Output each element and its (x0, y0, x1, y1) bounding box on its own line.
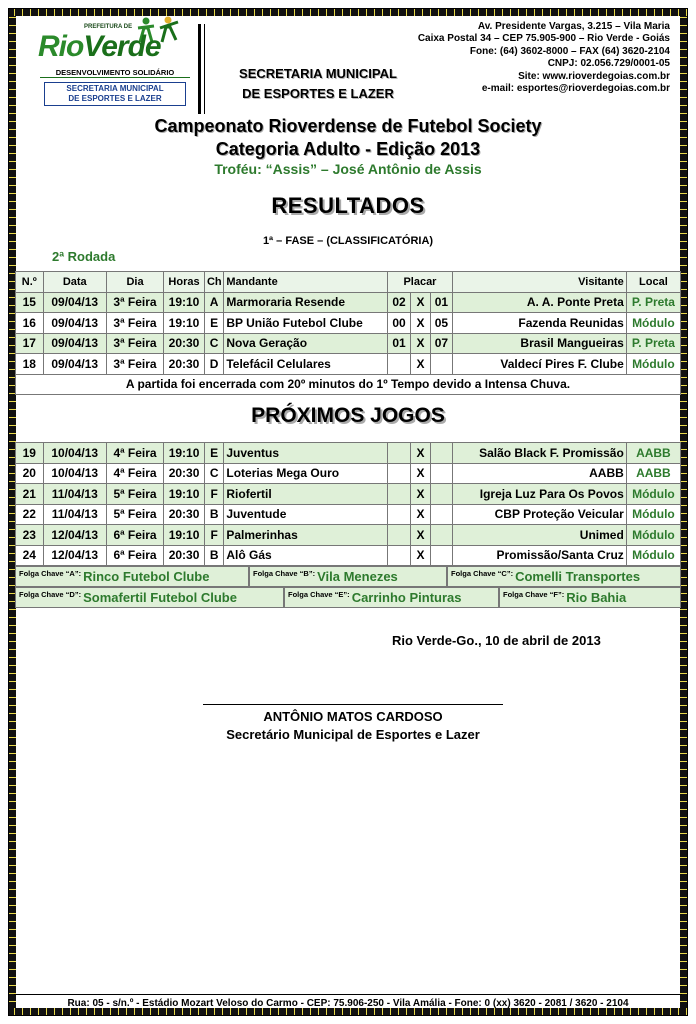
cell-x: X (411, 545, 430, 566)
folga-item (499, 587, 681, 608)
col-num: N.º (16, 272, 44, 293)
cell-goals-away (430, 443, 452, 464)
phase-label: 1ª – FASE – (CLASSIFICATÓRIA) (262, 235, 434, 247)
championship-title: Campeonato Rioverdense de Futebol Society (154, 116, 542, 136)
cell-x: X (411, 463, 430, 484)
table-row (16, 333, 681, 354)
col-placar: Placar (387, 272, 452, 293)
cell-num: 19 (16, 443, 44, 464)
cell-horas: 20:30 (164, 545, 205, 566)
header-divider-thin (204, 24, 205, 114)
round-label: 2ª Rodada (52, 249, 116, 264)
cell-dia: 4ª Feira (106, 443, 163, 464)
cell-horas: 20:30 (164, 504, 205, 525)
cell-data: 09/04/13 (43, 354, 106, 375)
table-row (16, 463, 681, 484)
folga-team: Carrinho Pinturas (351, 590, 462, 605)
cell-dia: 5ª Feira (106, 504, 163, 525)
cell-x: X (411, 292, 430, 313)
cell-data: 11/04/13 (43, 504, 106, 525)
cell-local: AABB (626, 463, 680, 484)
cell-goals-home (387, 545, 410, 566)
match-note: A partida foi encerrada com 20º minutos do 1º Tempo devido a Intensa Chuva. (16, 374, 681, 395)
cell-data: 09/04/13 (43, 292, 106, 313)
cell-goals-away: 01 (430, 292, 452, 313)
cell-ch: C (204, 333, 223, 354)
cell-visitante: Promissão/Santa Cruz (453, 545, 627, 566)
cell-goals-away (430, 525, 452, 546)
table-row (16, 443, 681, 464)
col-visitante: Visitante (453, 272, 627, 293)
cell-mandante: Telefácil Celulares (224, 354, 387, 375)
cell-local: Módulo (626, 484, 680, 505)
cell-visitante: Valdecí Pires F. Clube (453, 354, 627, 375)
trophy-title: Troféu: “Assis” – José Antônio de Assis (214, 161, 482, 177)
cell-goals-home: 00 (387, 313, 410, 334)
cell-visitante: Igreja Luz Para Os Povos (453, 484, 627, 505)
cell-local: Módulo (626, 313, 680, 334)
next-games-table (15, 442, 681, 566)
cell-x: X (411, 443, 430, 464)
cell-dia: 3ª Feira (106, 333, 163, 354)
folga-team: Rinco Futebol Clube (83, 569, 210, 584)
cell-num: 18 (16, 354, 44, 375)
cell-dia: 3ª Feira (106, 354, 163, 375)
folga-label: Folga Chave “A”: (19, 569, 82, 578)
signature-line (203, 704, 503, 705)
cell-num: 15 (16, 292, 44, 313)
cell-horas: 20:30 (164, 333, 205, 354)
cell-goals-home (387, 443, 410, 464)
match-note-row (16, 374, 681, 395)
cell-goals-away (430, 354, 452, 375)
col-ch: Ch (204, 272, 223, 293)
cell-data: 09/04/13 (43, 313, 106, 334)
proximos-jogos-heading: PRÓXIMOS JOGOS (251, 404, 445, 427)
cell-ch: A (204, 292, 223, 313)
header-divider (198, 24, 201, 114)
rio-verde-logo (38, 16, 204, 112)
cell-ch: F (204, 484, 223, 505)
folga-team: Vila Menezes (317, 569, 398, 584)
folga-label: Folga Chave “F”: (503, 590, 565, 599)
cell-num: 21 (16, 484, 44, 505)
cell-num: 23 (16, 525, 44, 546)
folga-label: Folga Chave “C”: (451, 569, 514, 578)
letterhead (14, 12, 682, 112)
signatory-name: ANTÔNIO MATOS CARDOSO (263, 709, 443, 724)
cell-data: 12/04/13 (43, 545, 106, 566)
cell-goals-away: 05 (430, 313, 452, 334)
col-dia: Dia (106, 272, 163, 293)
cell-horas: 19:10 (164, 525, 205, 546)
cell-mandante: BP União Futebol Clube (224, 313, 387, 334)
table-row (16, 484, 681, 505)
cell-horas: 19:10 (164, 484, 205, 505)
cell-horas: 19:10 (164, 313, 205, 334)
cell-goals-home (387, 525, 410, 546)
folga-item (15, 566, 249, 587)
col-horas: Horas (164, 272, 205, 293)
cell-goals-home: 01 (387, 333, 410, 354)
cell-mandante: Palmerinhas (224, 525, 387, 546)
cell-mandante: Marmoraria Resende (224, 292, 387, 313)
cell-goals-home (387, 463, 410, 484)
cell-dia: 4ª Feira (106, 463, 163, 484)
folga-item (249, 566, 447, 587)
cell-mandante: Loterias Mega Ouro (224, 463, 387, 484)
cell-goals-away (430, 484, 452, 505)
cell-horas: 20:30 (164, 463, 205, 484)
cell-data: 10/04/13 (43, 463, 106, 484)
category-title: Categoria Adulto - Edição 2013 (215, 139, 481, 159)
cell-ch: B (204, 545, 223, 566)
cell-ch: C (204, 463, 223, 484)
col-data: Data (43, 272, 106, 293)
cell-mandante: Juventude (224, 504, 387, 525)
cell-dia: 6ª Feira (106, 545, 163, 566)
cell-num: 20 (16, 463, 44, 484)
cell-x: X (411, 525, 430, 546)
table-row (16, 292, 681, 313)
cell-dia: 3ª Feira (106, 292, 163, 313)
cell-data: 12/04/13 (43, 525, 106, 546)
cell-visitante: CBP Proteção Veicular (453, 504, 627, 525)
cell-horas: 19:10 (164, 292, 205, 313)
folga-team: Comelli Transportes (515, 569, 641, 584)
folgas-row-2 (15, 587, 681, 608)
cell-mandante: Alô Gás (224, 545, 387, 566)
cell-x: X (411, 484, 430, 505)
cell-goals-home (387, 484, 410, 505)
contact-address: Av. Presidente Vargas, 3.215 – Vila Maria Caixa Postal 34 – CEP 75.905-900 – Rio Verde - Goiás Fone: (64) 3602-8000 – FAX (64) 3620-2104 CNPJ: 02.056.729/0001-05 Site: www.rioverdegoias.com.br e-mail: esportes@rioverdegoias.com.br (417, 21, 670, 95)
cell-local: AABB (626, 443, 680, 464)
cell-visitante: A. A. Ponte Preta (453, 292, 627, 313)
cell-data: 09/04/13 (43, 333, 106, 354)
logo-wordmark: RioVerde (38, 30, 161, 63)
cell-goals-home: 02 (387, 292, 410, 313)
cell-ch: B (204, 504, 223, 525)
table-row (16, 525, 681, 546)
cell-dia: 5ª Feira (106, 484, 163, 505)
folga-label: Folga Chave “B”: (253, 569, 316, 578)
folga-label: Folga Chave “D”: (19, 590, 82, 599)
folgas-block (15, 566, 681, 608)
cell-local: Módulo (626, 545, 680, 566)
table-row (16, 545, 681, 566)
cell-mandante: Riofertil (224, 484, 387, 505)
folga-item (447, 566, 681, 587)
cell-goals-away (430, 463, 452, 484)
folga-item (284, 587, 499, 608)
cell-data: 11/04/13 (43, 484, 106, 505)
cell-local: Módulo (626, 354, 680, 375)
logo-department: SECRETARIA MUNICIPAL DE ESPORTES E LAZER (44, 82, 186, 106)
cell-ch: E (204, 443, 223, 464)
table-row (16, 313, 681, 334)
logo-prefeitura-text: PREFEITURA DE (84, 24, 133, 30)
cell-mandante: Juventus (224, 443, 387, 464)
cell-ch: F (204, 525, 223, 546)
folga-team: Somafertil Futebol Clube (83, 590, 237, 605)
folgas-row-1 (15, 566, 681, 587)
cell-dia: 6ª Feira (106, 525, 163, 546)
document-date: Rio Verde-Go., 10 de abril de 2013 (392, 633, 601, 648)
results-table (15, 271, 681, 395)
championship-titles (14, 115, 682, 178)
cell-visitante: Fazenda Reunidas (453, 313, 627, 334)
footer-address: Rua: 05 - s/n.º - Estádio Mozart Veloso do Carmo - CEP: 75.906-250 - Vila Amália - Fone: 0 (xx) 3620 - 2081 / 3620 - 2104 (14, 994, 682, 1009)
signatory-role: Secretário Municipal de Esportes e Lazer (226, 727, 480, 742)
cell-num: 17 (16, 333, 44, 354)
folga-item (15, 587, 284, 608)
cell-goals-home (387, 354, 410, 375)
cell-x: X (411, 333, 430, 354)
cell-visitante: Unimed (453, 525, 627, 546)
cell-x: X (411, 313, 430, 334)
cell-visitante: AABB (453, 463, 627, 484)
folga-label: Folga Chave “E”: (288, 590, 350, 599)
cell-horas: 20:30 (164, 354, 205, 375)
cell-data: 10/04/13 (43, 443, 106, 464)
cell-num: 22 (16, 504, 44, 525)
cell-mandante: Nova Geração (224, 333, 387, 354)
cell-local: P. Preta (626, 333, 680, 354)
cell-ch: E (204, 313, 223, 334)
cell-goals-away (430, 545, 452, 566)
results-header-row (16, 272, 681, 293)
cell-local: P. Preta (626, 292, 680, 313)
resultados-heading: RESULTADOS (271, 193, 425, 218)
cell-local: Módulo (626, 525, 680, 546)
cell-goals-home (387, 504, 410, 525)
cell-horas: 19:10 (164, 443, 205, 464)
cell-num: 24 (16, 545, 44, 566)
table-row (16, 354, 681, 375)
col-local: Local (626, 272, 680, 293)
cell-dia: 3ª Feira (106, 313, 163, 334)
col-mandante: Mandante (224, 272, 387, 293)
cell-local: Módulo (626, 504, 680, 525)
cell-x: X (411, 504, 430, 525)
folga-team: Rio Bahia (566, 590, 627, 605)
logo-slogan: DESENVOLVIMENTO SOLIDÁRIO (40, 68, 190, 78)
cell-num: 16 (16, 313, 44, 334)
cell-x: X (411, 354, 430, 375)
cell-goals-away: 07 (430, 333, 452, 354)
secretaria-title: SECRETARIA MUNICIPAL DE ESPORTES E LAZER (239, 66, 397, 101)
cell-visitante: Brasil Mangueiras (453, 333, 627, 354)
cell-goals-away (430, 504, 452, 525)
table-row (16, 504, 681, 525)
cell-ch: D (204, 354, 223, 375)
cell-visitante: Salão Black F. Promissão (453, 443, 627, 464)
